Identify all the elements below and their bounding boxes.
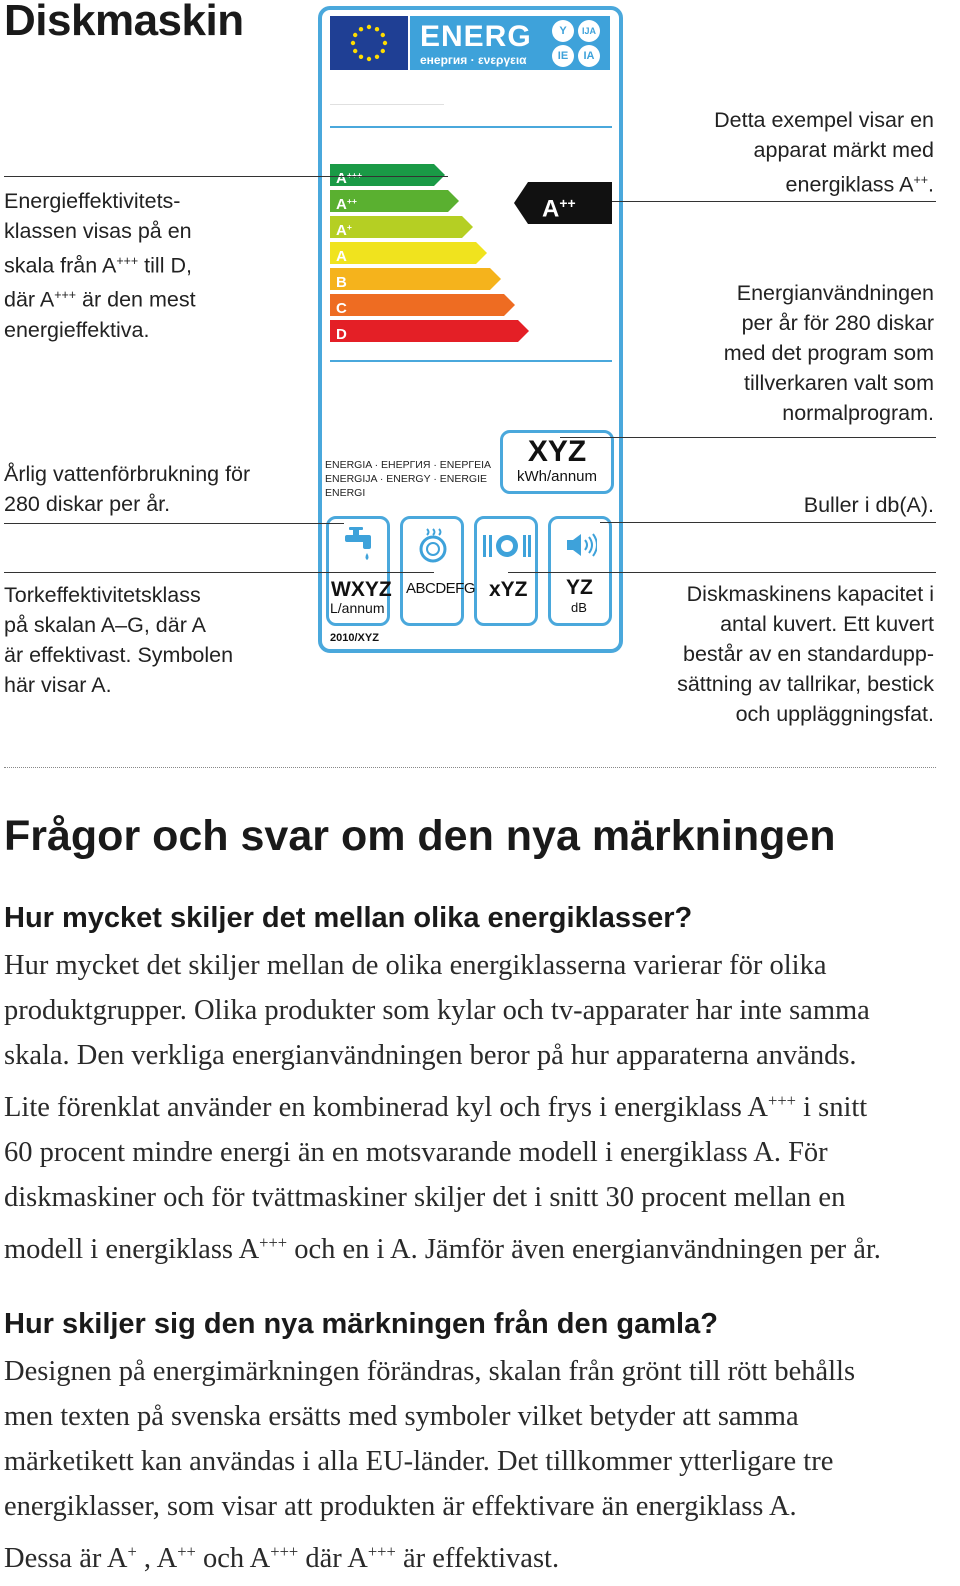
q2-heading: Hur skiljer sig den nya märkningen från den gamla?	[4, 1308, 718, 1340]
scale-class-label: A	[336, 222, 347, 240]
q1-heading: Hur mycket skiljer det mellan olika energiklasser?	[4, 902, 693, 934]
note-line: på skalan A–G, där A	[4, 613, 206, 637]
energia-text-2: ENERGIJA · ENERGY · ENERGIE	[325, 473, 488, 485]
q2-body	[4, 1349, 944, 1581]
note-line: energieffektiva.	[4, 317, 150, 342]
note-line: tillverkaren valt som	[744, 371, 934, 395]
scale-class-label: D	[336, 326, 347, 344]
plate-drying-icon	[417, 527, 449, 563]
kwh-box	[500, 430, 614, 494]
note-line: apparat märkt med	[753, 138, 934, 162]
scale-class-sup: +++	[346, 170, 363, 180]
note-line: antal kuvert. Ett kuvert	[720, 612, 934, 636]
lang-circle: IA	[578, 45, 600, 67]
text-line: märketikett kan användas i alla EU-länder. Det tillkommer ytterligare tre	[4, 1446, 834, 1477]
note-line: Årlig vattenförbrukning för	[4, 462, 251, 486]
place-value: xYZ	[489, 578, 528, 601]
dotted-divider	[4, 767, 936, 768]
lang-circle: Y	[552, 20, 574, 42]
energy-class-arrow	[528, 182, 612, 224]
leader-line	[560, 437, 936, 438]
section-title: Frågor och svar om den nya märkningen	[4, 812, 836, 860]
label-separator	[330, 126, 612, 128]
scale-bar	[330, 320, 518, 342]
kwh-unit: kWh/annum	[516, 468, 598, 485]
scale-class-sup: +	[346, 222, 352, 232]
consumption-note	[724, 278, 934, 428]
capacity-tile	[474, 516, 538, 626]
note-line: här visar A.	[4, 673, 112, 697]
leader-line	[600, 522, 936, 523]
lang-circle: IJA	[578, 20, 600, 42]
text-line: Designen på energimärkningen förändras, skalan från grönt till rött behålls	[4, 1356, 856, 1387]
kwh-value: XYZ	[527, 435, 587, 468]
note-line: sättning av tallrikar, bestick	[677, 672, 934, 696]
q1-body	[4, 943, 944, 1272]
note-line: består av en standardupp-	[683, 642, 934, 666]
leader-line	[4, 572, 434, 573]
leader-line	[612, 201, 936, 202]
note-line: Diskmaskinens kapacitet i	[686, 582, 934, 606]
text-line: skala. Den verkliga energianvändningen beror på hur apparaterna används.	[4, 1040, 857, 1071]
energy-subtitle: енергия · ενεργεια	[420, 53, 527, 67]
drying-scale: ABCDEFG	[406, 580, 476, 597]
tap-icon	[341, 527, 377, 563]
text-line: Lite förenklat använder en kombinerad kyl och frys i energiklass A+++ i snitt	[4, 1091, 868, 1123]
note-line: och uppläggningsfat.	[735, 702, 934, 726]
noise-value: YZ	[566, 576, 593, 599]
text-line: Hur mycket det skiljer mellan de olika energiklasserna varierar för olika	[4, 950, 827, 981]
note-line: energiklass A++.	[785, 172, 934, 197]
scale-class-sup: ++	[346, 196, 357, 206]
noise-unit: dB	[571, 600, 587, 615]
energia-text-3: ENERGI	[325, 487, 366, 499]
text-line: produktgrupper. Olika produkter som kylar och tv-apparater har inte samma	[4, 995, 870, 1026]
scale-bar	[330, 216, 462, 238]
scale-class-label: A	[336, 196, 347, 214]
label-separator	[330, 104, 444, 105]
text-line: men texten på svenska ersätts med symboler vilket betyder att samma	[4, 1401, 799, 1432]
note-line: Detta exempel visar en	[714, 108, 934, 132]
energy-class-letter: A	[542, 195, 560, 223]
page-title: Diskmaskin	[4, 0, 244, 45]
text-line: Dessa är A+ , A++ och A+++ där A+++ är effektivast.	[4, 1542, 560, 1574]
label-separator	[330, 360, 612, 362]
regulation-number: 2010/XYZ	[330, 632, 379, 644]
text-line: 60 procent mindre energi än en motsvarande modell i energiklass A. För	[4, 1136, 828, 1168]
leader-line	[508, 572, 936, 573]
example-note	[714, 105, 934, 199]
text-line: modell i energiklass A+++ och en i A. Jämför även energianvändningen per år.	[4, 1232, 881, 1265]
scale-class-label: A	[336, 248, 347, 266]
note-line: per år för 280 diskar	[741, 311, 934, 335]
note-line: klassen visas på en	[4, 219, 192, 243]
note-line: Energieffektivitets-	[4, 189, 181, 213]
note-line: Torkeffektivitetsklass	[4, 583, 201, 607]
energy-class-sup: ++	[559, 195, 576, 211]
scale-class-label: A	[336, 170, 347, 188]
scale-bar	[330, 164, 434, 186]
text-line: diskmaskiner och för tvättmaskiner skiljer det i snitt 30 procent mellan en	[4, 1181, 846, 1213]
water-value: WXYZ	[331, 578, 392, 601]
drying-note	[4, 580, 233, 700]
scale-class-label: C	[336, 300, 347, 318]
text-line: energiklasser, som visar att produkten är effektivare än energiklass A.	[4, 1491, 797, 1522]
cutlery-plate-icon	[481, 533, 533, 559]
leader-line	[4, 523, 344, 524]
scale-bar	[330, 242, 476, 264]
energia-text-1: ENERGIA · ЕНЕРГИЯ · ΕΝΕΡΓΕΙΑ	[325, 459, 492, 471]
scale-class-label: B	[336, 274, 347, 292]
scale-bar	[330, 294, 504, 316]
scale-bar	[330, 268, 490, 290]
note-line: Energianvändningen	[736, 281, 934, 305]
energy-word: ENERG	[420, 20, 532, 53]
scale-note	[4, 186, 196, 345]
note-line: skala från A+++ till D,	[4, 253, 192, 278]
speaker-icon	[565, 531, 597, 559]
eu-flag-icon	[330, 16, 408, 70]
leader-line	[4, 176, 448, 177]
energy-banner	[410, 16, 610, 70]
lang-circle: IE	[552, 45, 574, 67]
capacity-note	[677, 579, 934, 729]
scale-bar	[330, 190, 448, 212]
noise-note: Buller i db(A).	[803, 493, 934, 517]
note-line: 280 diskar per år.	[4, 492, 171, 516]
note-line: normalprogram.	[782, 401, 934, 425]
note-line: är effektivast. Symbolen	[4, 643, 234, 667]
drying-tile	[400, 516, 464, 626]
note-line: med det program som	[723, 341, 934, 365]
water-unit: L/annum	[330, 600, 385, 616]
note-line: där A+++ är den mest	[4, 287, 196, 312]
water-note	[4, 459, 250, 519]
